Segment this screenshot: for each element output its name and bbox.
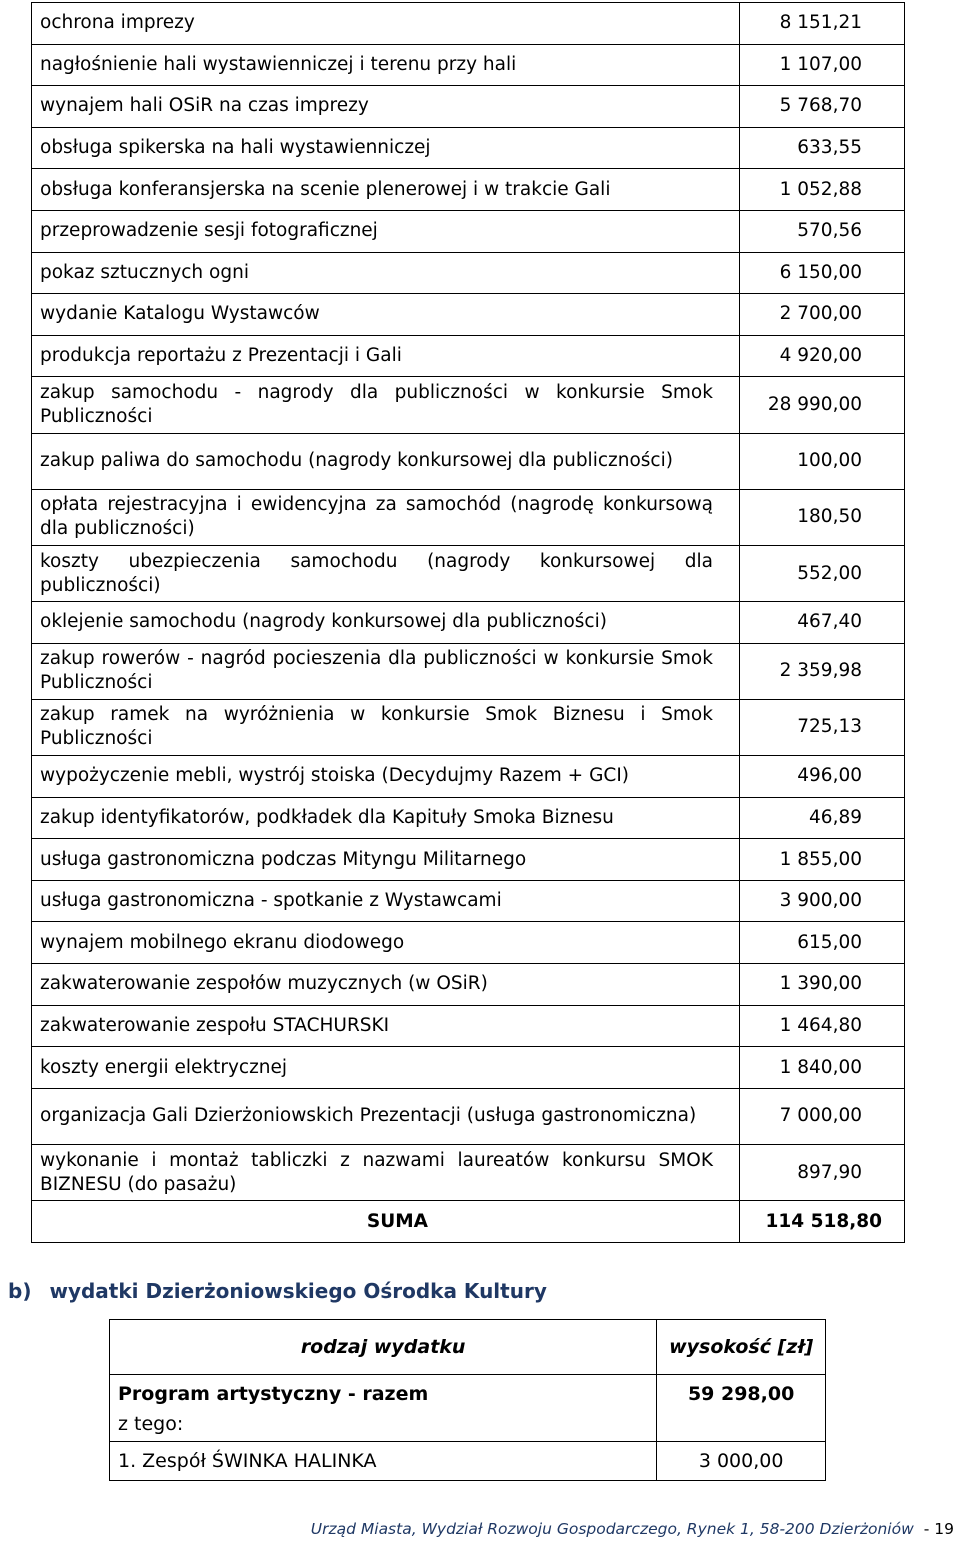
- expense-description: nagłośnienie hali wystawienniczej i terenu przy hali: [32, 44, 740, 86]
- expense-amount: 897,90: [739, 1145, 904, 1201]
- expense-description: wykonanie i montaż tabliczki z nazwami laureatów konkursu SMOK BIZNESU (do pasażu): [32, 1145, 740, 1201]
- table-row: [32, 489, 905, 545]
- expense-amount: 2 359,98: [739, 643, 904, 699]
- sum-label: SUMA: [32, 1201, 740, 1243]
- section-letter: b): [8, 1279, 32, 1303]
- table-row: [32, 44, 905, 86]
- expense-amount: 496,00: [739, 756, 904, 798]
- expense-amount: 5 768,70: [739, 86, 904, 128]
- expense-description: obsługa konferansjerska na scenie plenerowej i w trakcie Gali: [32, 169, 740, 211]
- program-amount: 59 298,00: [657, 1375, 826, 1442]
- sum-amount: 114 518,80: [739, 1201, 904, 1243]
- expense-description: zakup samochodu - nagrody dla publiczności w konkursie Smok Publiczności: [32, 377, 740, 433]
- expense-description: zakup rowerów - nagród pocieszenia dla publiczności w konkursie Smok Publiczności: [32, 643, 740, 699]
- expense-description: obsługa spikerska na hali wystawienniczej: [32, 127, 740, 169]
- table-row: [32, 86, 905, 128]
- expense-amount: 28 990,00: [739, 377, 904, 433]
- expense-description: usługa gastronomiczna - spotkanie z Wystawcami: [32, 880, 740, 922]
- expense-amount: 552,00: [739, 545, 904, 601]
- expense-description: wynajem hali OSiR na czas imprezy: [32, 86, 740, 128]
- expense-description: pokaz sztucznych ogni: [32, 252, 740, 294]
- expense-amount: 1 052,88: [739, 169, 904, 211]
- page-number: - 19: [923, 1520, 954, 1538]
- table-row: [32, 545, 905, 601]
- section-heading: [8, 1279, 547, 1303]
- table-row: [32, 127, 905, 169]
- expense-amount: 725,13: [739, 699, 904, 755]
- table-row: [32, 1088, 905, 1144]
- header-type: rodzaj wydatku: [110, 1320, 657, 1375]
- expense-amount: 46,89: [739, 797, 904, 839]
- table-row: [32, 643, 905, 699]
- table-row: [32, 294, 905, 336]
- expense-description: zakwaterowanie zespołów muzycznych (w OSiR): [32, 964, 740, 1006]
- expense-amount: 1 390,00: [739, 964, 904, 1006]
- table-row: [32, 433, 905, 489]
- table-row: [110, 1375, 826, 1442]
- expense-amount: 615,00: [739, 922, 904, 964]
- table-row: [110, 1442, 826, 1481]
- sum-row: [32, 1201, 905, 1243]
- table-row: [32, 169, 905, 211]
- expense-amount: 4 920,00: [739, 335, 904, 377]
- item-label: 1. Zespół ŚWINKA HALINKA: [110, 1442, 657, 1481]
- expense-description: usługa gastronomiczna podczas Mityngu Militarnego: [32, 839, 740, 881]
- expense-amount: 3 900,00: [739, 880, 904, 922]
- expense-amount: 2 700,00: [739, 294, 904, 336]
- expense-description: koszty energii elektrycznej: [32, 1047, 740, 1089]
- program-sub: z tego:: [118, 1413, 184, 1435]
- table-row: [32, 699, 905, 755]
- table-row: [32, 210, 905, 252]
- expense-amount: 100,00: [739, 433, 904, 489]
- expense-description: ochrona imprezy: [32, 3, 740, 45]
- table-row: [32, 1047, 905, 1089]
- footer-text: Urząd Miasta, Wydział Rozwoju Gospodarczego, Rynek 1, 58-200 Dzierżoniów: [310, 1520, 914, 1538]
- table-row: [32, 797, 905, 839]
- table-header-row: [110, 1320, 826, 1375]
- expense-description: przeprowadzenie sesji fotograficznej: [32, 210, 740, 252]
- program-cell: [110, 1375, 657, 1442]
- expense-description: oklejenie samochodu (nagrody konkursowej dla publiczności): [32, 602, 740, 644]
- expense-amount: 467,40: [739, 602, 904, 644]
- expense-description: wynajem mobilnego ekranu diodowego: [32, 922, 740, 964]
- expense-amount: 570,56: [739, 210, 904, 252]
- expense-description: wypożyczenie mebli, wystrój stoiska (Decydujmy Razem + GCI): [32, 756, 740, 798]
- table-row: [32, 922, 905, 964]
- table-row: [32, 602, 905, 644]
- expense-description: produkcja reportażu z Prezentacji i Gali: [32, 335, 740, 377]
- expense-amount: 1 107,00: [739, 44, 904, 86]
- expense-amount: 6 150,00: [739, 252, 904, 294]
- table-row: [32, 839, 905, 881]
- table-row: [32, 880, 905, 922]
- header-amount: wysokość [zł]: [657, 1320, 826, 1375]
- expense-amount: 8 151,21: [739, 3, 904, 45]
- expense-description: zakup paliwa do samochodu (nagrody konkursowej dla publiczności): [32, 433, 740, 489]
- expense-amount: 7 000,00: [739, 1088, 904, 1144]
- program-label: Program artystyczny - razem: [118, 1383, 429, 1405]
- dok-expenses-table: [109, 1319, 826, 1481]
- expense-amount: 633,55: [739, 127, 904, 169]
- table-row: [32, 1145, 905, 1201]
- table-row: [32, 756, 905, 798]
- expense-description: zakwaterowanie zespołu STACHURSKI: [32, 1005, 740, 1047]
- table-row: [32, 3, 905, 45]
- table-row: [32, 252, 905, 294]
- table-row: [32, 335, 905, 377]
- expenses-table: [31, 2, 905, 1243]
- expense-description: zakup ramek na wyróżnienia w konkursie Smok Biznesu i Smok Publiczności: [32, 699, 740, 755]
- table-row: [32, 964, 905, 1006]
- expense-description: zakup identyfikatorów, podkładek dla Kapituły Smoka Biznesu: [32, 797, 740, 839]
- expense-amount: 1 464,80: [739, 1005, 904, 1047]
- expense-description: opłata rejestracyjna i ewidencyjna za samochód (nagrodę konkursową dla publiczności): [32, 489, 740, 545]
- item-amount: 3 000,00: [657, 1442, 826, 1481]
- expense-amount: 180,50: [739, 489, 904, 545]
- section-title: wydatki Dzierżoniowskiego Ośrodka Kultury: [49, 1279, 547, 1303]
- expense-amount: 1 855,00: [739, 839, 904, 881]
- expense-amount: 1 840,00: [739, 1047, 904, 1089]
- table-row: [32, 377, 905, 433]
- expense-description: organizacja Gali Dzierżoniowskich Prezentacji (usługa gastronomiczna): [32, 1088, 740, 1144]
- expense-description: koszty ubezpieczenia samochodu (nagrody konkursowej dla publiczności): [32, 545, 740, 601]
- page-footer: [311, 1520, 954, 1538]
- expense-description: wydanie Katalogu Wystawców: [32, 294, 740, 336]
- table-row: [32, 1005, 905, 1047]
